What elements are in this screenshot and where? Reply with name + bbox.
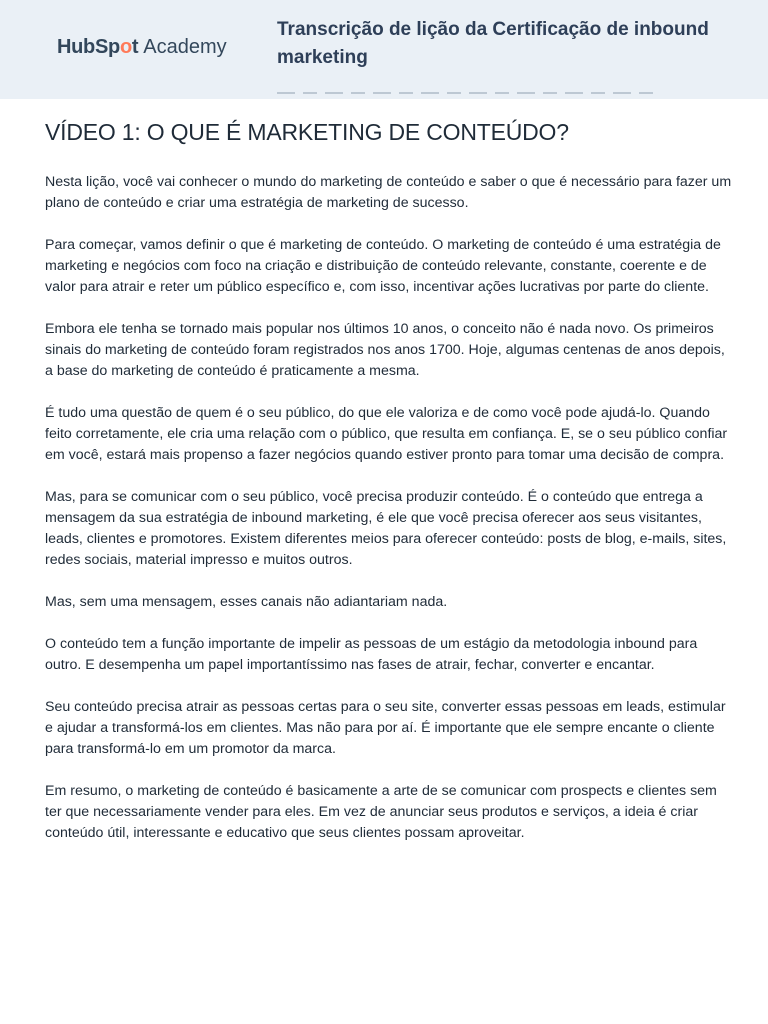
- logo-brand: [57, 36, 138, 59]
- paragraph: O conteúdo tem a função importante de impelir as pessoas de um estágio da metodologia inbound para outro. E desempenha um papel importantíssimo nas fases de atrair, fechar, converter e encantar.: [45, 636, 698, 673]
- hubspot-academy-logo: [57, 36, 227, 59]
- logo-brand-prefix: HubSp: [57, 36, 120, 58]
- document-title: Transcrição de lição da Certificação de inbound marketing: [277, 19, 709, 68]
- logo-brand-suffix: t: [131, 36, 139, 58]
- paragraph: Embora ele tenha se tornado mais popular nos últimos 10 anos, o conceito não é nada novo. Os primeiros sinais do marketing de conteúdo foram registrados nos anos 1700. Hoje, algumas centenas de anos depois, a base do marketing de conteúdo é praticamente a mesma.: [45, 321, 725, 379]
- paragraph: Mas, sem uma mensagem, esses canais não adiantariam nada.: [45, 594, 448, 610]
- sprocket-icon: o: [119, 36, 132, 58]
- page-title: VÍDEO 1: O QUE É MARKETING DE CONTEÚDO?: [45, 119, 569, 145]
- header-overflow-text: [277, 80, 697, 94]
- paragraph: Em resumo, o marketing de conteúdo é basicamente a arte de se comunicar com prospects e clientes sem ter que necessariamente vender para eles. Em vez de anunciar seus produtos e serviços, a ideia é criar conteúdo útil, interessante e educativo que seus clientes possam aproveitar.: [45, 783, 717, 841]
- document-body: [45, 116, 735, 865]
- paragraph: É tudo uma questão de quem é o seu público, do que ele valoriza e de como você pode ajudá-lo. Quando feito corretamente, ele cria uma relação com o público, que resulta em confiança. E, se o seu público confiar em você, estará mais propenso a fazer negócios quando estiver pronto para tomar uma decisão de compra.: [45, 405, 728, 463]
- paragraph: Seu conteúdo precisa atrair as pessoas certas para o seu site, converter essas pessoas em leads, estimular e ajudar a transformá-los em clientes. Mas não para por aí. É importante que ele sempre encante o cliente para transformá-lo em um promotor da marca.: [45, 699, 726, 757]
- document-header: [0, 0, 768, 99]
- paragraph: Mas, para se comunicar com o seu público, você precisa produzir conteúdo. É o conteúdo que entrega a mensagem da sua estratégia de inbound marketing, é ele que você precisa oferecer aos seus visitantes, leads, clientes e promotores. Existem diferentes meios para oferecer conteúdo: posts de blog, e-mails, sites, redes sociais, material impresso e muitos outros.: [45, 489, 727, 568]
- paragraph: Nesta lição, você vai conhecer o mundo do marketing de conteúdo e saber o que é necessário para fazer um plano de conteúdo e criar uma estratégia de marketing de sucesso.: [45, 174, 732, 211]
- logo-academy-text: Academy: [143, 36, 227, 58]
- paragraph: Para começar, vamos definir o que é marketing de conteúdo. O marketing de conteúdo é uma estratégia de marketing e negócios com foco na criação e distribuição de conteúdo relevante, constante, coerente e de valor para atrair e reter um público específico e, com isso, incentivar ações lucrativas por parte do cliente.: [45, 237, 721, 295]
